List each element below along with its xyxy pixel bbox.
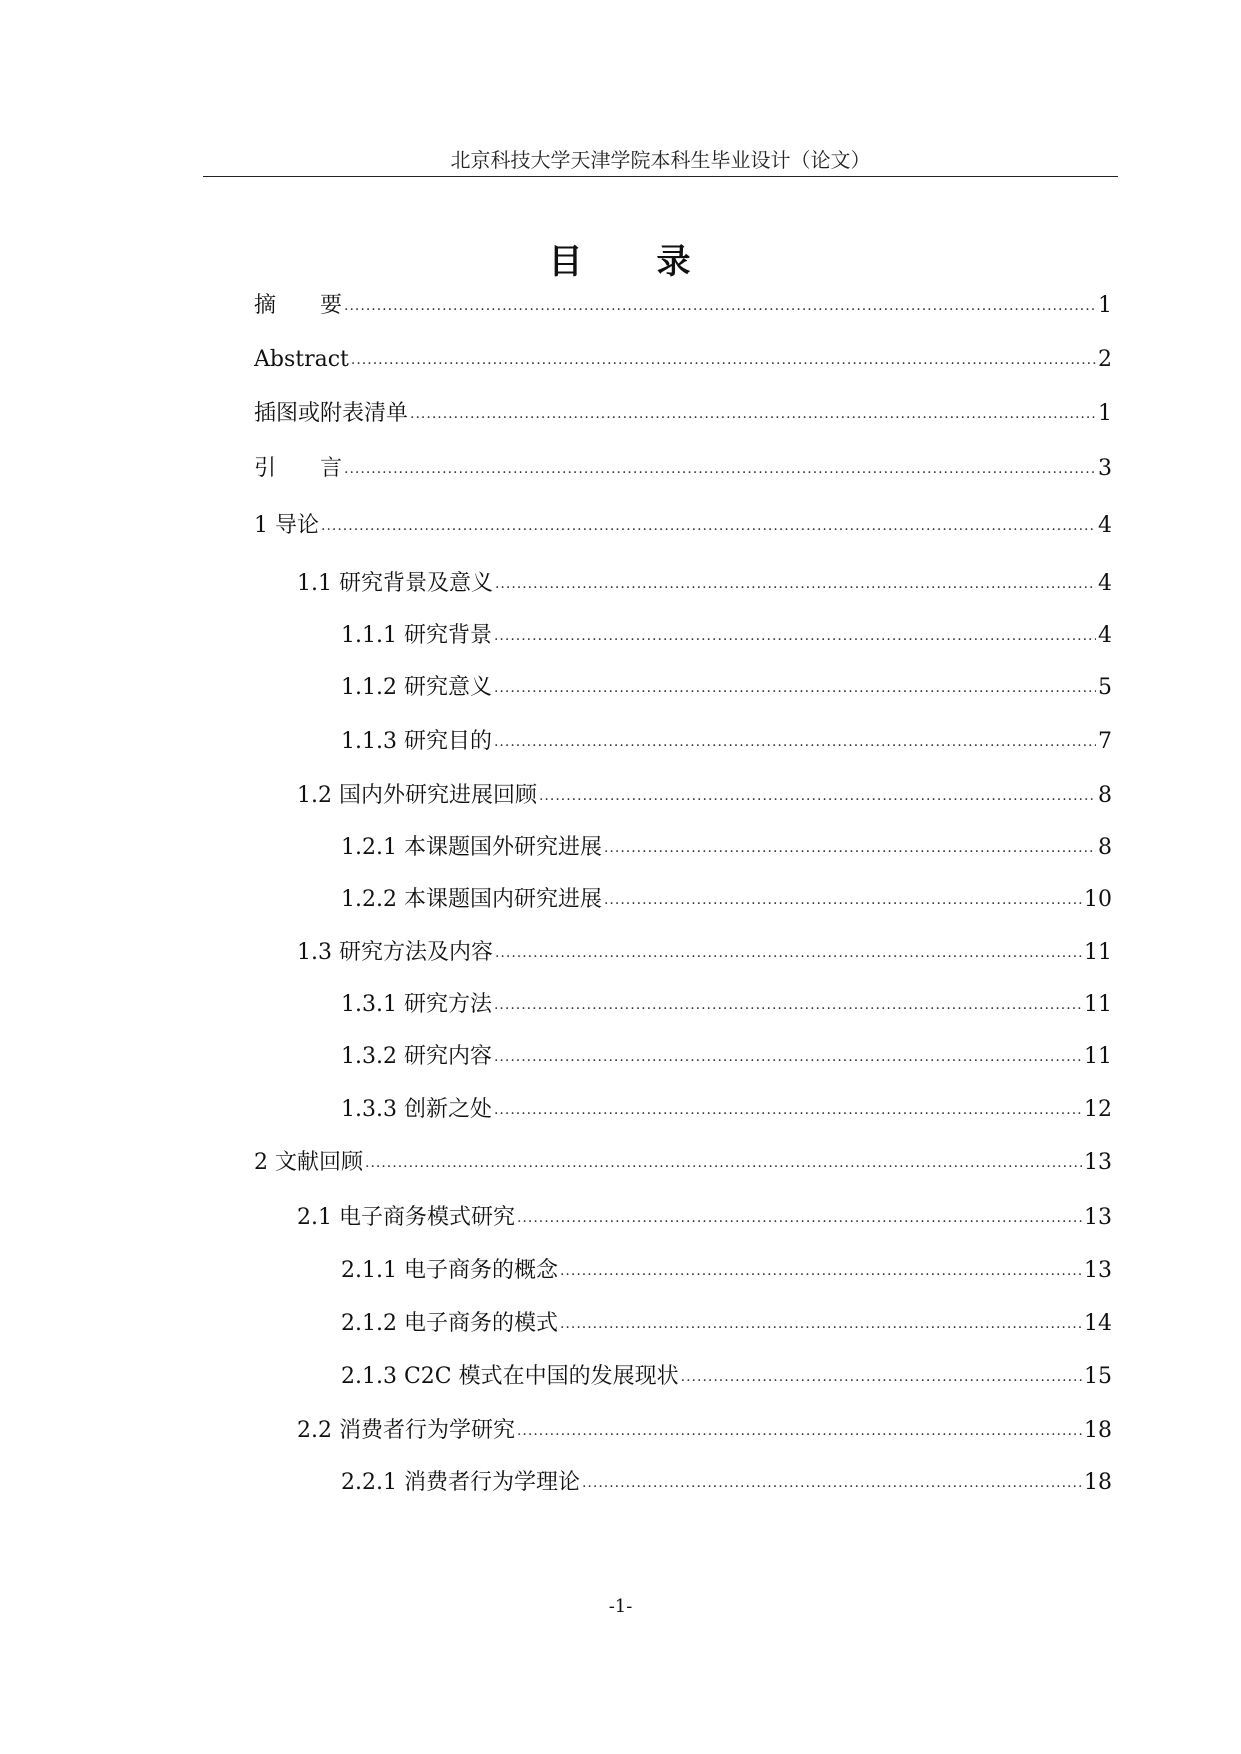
toc-entry[interactable] — [341, 833, 1112, 863]
toc-entry[interactable] — [341, 1362, 1112, 1392]
toc-entry-label: 2.1.2 电子商务的模式 — [341, 1311, 558, 1336]
toc-entry-page: 3 — [1098, 456, 1112, 481]
toc-entry-page: 18 — [1084, 1418, 1112, 1443]
toc-entry-page: 13 — [1084, 1205, 1112, 1230]
toc-entry-page: 4 — [1098, 513, 1112, 538]
toc-dot-leader — [517, 1203, 1082, 1233]
toc-entry-label: 1.2 国内外研究进展回顾 — [297, 783, 537, 808]
toc-entry-label: 1.1.3 研究目的 — [341, 729, 492, 754]
toc-entry[interactable] — [297, 1203, 1112, 1233]
toc-entry-label: 1.3.2 研究内容 — [341, 1044, 492, 1069]
toc-entry-page: 7 — [1098, 729, 1112, 754]
toc-entry-label: 1.3.1 研究方法 — [341, 992, 492, 1017]
toc-entry[interactable] — [254, 291, 1112, 321]
header-rule — [203, 176, 1118, 177]
toc-dot-leader — [560, 1309, 1082, 1339]
toc-entry-page: 13 — [1084, 1150, 1112, 1175]
toc-entry-page: 11 — [1084, 992, 1112, 1017]
toc-entry[interactable] — [341, 1309, 1112, 1339]
toc-dot-leader — [351, 345, 1096, 375]
toc-entry-label: 插图或附表清单 — [254, 401, 409, 426]
toc-entry[interactable] — [297, 938, 1112, 968]
toc-entry-label: 2.2 消费者行为学研究 — [297, 1418, 515, 1443]
toc-entry-label: 1.3.3 创新之处 — [341, 1097, 492, 1122]
toc-entry-label: 2.1.1 电子商务的概念 — [341, 1258, 558, 1283]
toc-entry[interactable] — [341, 673, 1112, 703]
toc-title: 目 录 — [548, 242, 693, 282]
toc-dot-leader — [410, 399, 1096, 429]
toc-entry-page: 8 — [1098, 835, 1112, 860]
toc-entry-page: 11 — [1084, 940, 1112, 965]
toc-dot-leader — [560, 1256, 1082, 1286]
toc-entry-label: 1 导论 — [254, 513, 319, 538]
toc-dot-leader — [604, 833, 1096, 863]
toc-entry-label: 2.1.3 C2C 模式在中国的发展现状 — [341, 1364, 679, 1389]
toc-dot-leader — [494, 1042, 1082, 1072]
toc-entry[interactable] — [297, 781, 1112, 811]
toc-entry[interactable] — [341, 990, 1112, 1020]
toc-entry-label: Abstract — [254, 347, 349, 372]
page-number: -1- — [608, 1596, 633, 1617]
toc-entry-page: 11 — [1084, 1044, 1112, 1069]
toc-entry-label: 1.1 研究背景及意义 — [297, 571, 493, 596]
toc-entry[interactable] — [254, 345, 1112, 375]
toc-entry-label: 2.1 电子商务模式研究 — [297, 1205, 515, 1230]
toc-entry[interactable] — [341, 1256, 1112, 1286]
toc-entry-label: 2.2.1 消费者行为学理论 — [341, 1470, 580, 1495]
toc-entry[interactable] — [254, 1148, 1112, 1178]
toc-entry-page: 1 — [1098, 293, 1112, 318]
toc-entry-page: 12 — [1084, 1097, 1112, 1122]
toc-entry[interactable] — [297, 1416, 1112, 1446]
toc-entry-label: 1.1.1 研究背景 — [341, 623, 492, 648]
toc-dot-leader — [681, 1362, 1082, 1392]
toc-entry-label: 1.2.2 本课题国内研究进展 — [341, 887, 602, 912]
toc-entry[interactable] — [341, 727, 1112, 757]
toc-entry[interactable] — [341, 1042, 1112, 1072]
toc-entry-label: 引 言 — [254, 456, 343, 481]
toc-entry-label: 1.3 研究方法及内容 — [297, 940, 493, 965]
toc-entry-page: 2 — [1098, 347, 1112, 372]
toc-dot-leader — [495, 569, 1096, 599]
toc-entry[interactable] — [297, 569, 1112, 599]
toc-entry[interactable] — [341, 621, 1112, 651]
toc-dot-leader — [495, 938, 1082, 968]
toc-dot-leader — [494, 673, 1096, 703]
toc-entry[interactable] — [341, 1468, 1112, 1498]
running-header: 北京科技大学天津学院本科生毕业设计（论文） — [450, 148, 871, 172]
toc-entry[interactable] — [254, 511, 1112, 541]
toc-dot-leader — [494, 727, 1096, 757]
toc-dot-leader — [494, 990, 1082, 1020]
toc-entry-page: 14 — [1084, 1311, 1112, 1336]
toc-entry-page: 4 — [1098, 623, 1112, 648]
toc-dot-leader — [365, 1148, 1082, 1178]
toc-entry[interactable] — [254, 399, 1112, 429]
toc-entry-page: 13 — [1084, 1258, 1112, 1283]
toc-entry-page: 4 — [1098, 571, 1112, 596]
toc-entry[interactable] — [254, 454, 1112, 484]
toc-entry-page: 18 — [1084, 1470, 1112, 1495]
toc-entry-page: 15 — [1084, 1364, 1112, 1389]
toc-entry[interactable] — [341, 885, 1112, 915]
toc-entry-page: 5 — [1098, 675, 1112, 700]
toc-dot-leader — [517, 1416, 1082, 1446]
toc-dot-leader — [539, 781, 1096, 811]
toc-dot-leader — [604, 885, 1082, 915]
toc-entry[interactable] — [341, 1095, 1112, 1125]
toc-entry-label: 2 文献回顾 — [254, 1150, 363, 1175]
toc-dot-leader — [344, 454, 1096, 484]
toc-entry-page: 1 — [1098, 401, 1112, 426]
toc-entry-label: 摘 要 — [254, 293, 343, 318]
toc-dot-leader — [321, 511, 1096, 541]
toc-dot-leader — [494, 621, 1096, 651]
toc-entry-label: 1.1.2 研究意义 — [341, 675, 492, 700]
toc-entry-page: 10 — [1084, 887, 1112, 912]
toc-entry-label: 1.2.1 本课题国外研究进展 — [341, 835, 602, 860]
toc-dot-leader — [494, 1095, 1082, 1125]
toc-dot-leader — [582, 1468, 1082, 1498]
toc-entry-page: 8 — [1098, 783, 1112, 808]
toc-dot-leader — [344, 291, 1096, 321]
